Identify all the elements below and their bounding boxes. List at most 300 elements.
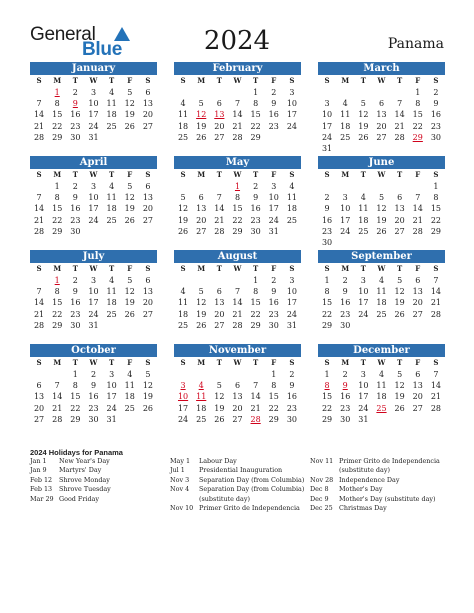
day-cell: 5 — [397, 276, 403, 285]
weekday-label: W — [233, 170, 242, 179]
day-cell: 29 — [412, 132, 423, 142]
day-cell: 20 — [196, 215, 207, 225]
week-row — [174, 215, 301, 226]
day-cell: 24 — [106, 403, 117, 413]
holiday-name: Presidential Inauguration — [199, 466, 283, 475]
day-cell: 10 — [286, 99, 297, 109]
weekday-label: S — [324, 170, 330, 179]
day-cell: 25 — [177, 320, 189, 330]
day-cell: 2 — [72, 88, 78, 97]
day-cell: 3 — [180, 381, 186, 391]
day-cell: 6 — [145, 276, 151, 285]
weekday-label: S — [289, 76, 295, 85]
holiday-date: Dec 9 — [310, 494, 329, 503]
day-cell: 2 — [271, 88, 277, 97]
day-cell: 27 — [376, 132, 387, 142]
empty-day-cell — [210, 369, 228, 380]
empty-day-cell — [139, 226, 157, 237]
day-cell: 15 — [250, 110, 261, 120]
day-cell: 8 — [54, 287, 60, 297]
day-cell: 2 — [90, 370, 97, 379]
day-cell: 8 — [54, 99, 60, 109]
weekday-label: T — [253, 358, 259, 367]
empty-day-cell — [48, 369, 66, 380]
day-cell: 17 — [340, 215, 351, 225]
day-cell: 13 — [142, 99, 153, 109]
day-cell: 30 — [321, 237, 333, 247]
day-cell: 18 — [106, 204, 117, 214]
day-cell: 24 — [88, 215, 99, 225]
empty-day-cell — [372, 237, 390, 248]
weekday-label: T — [72, 358, 78, 367]
holiday-name: Good Friday — [59, 494, 99, 503]
day-cell: 21 — [33, 215, 45, 225]
day-cell: 3 — [342, 193, 348, 203]
week-row — [174, 403, 301, 414]
day-cell: 14 — [52, 392, 63, 402]
day-cell: 15 — [250, 298, 261, 308]
empty-day-cell — [121, 132, 139, 143]
empty-day-cell — [139, 132, 157, 143]
day-cell: 19 — [358, 121, 369, 131]
day-cell: 17 — [106, 392, 117, 402]
day-cell: 17 — [268, 204, 279, 214]
empty-day-cell — [318, 181, 336, 192]
day-cell: 22 — [232, 215, 243, 225]
empty-day-cell — [427, 143, 445, 154]
weekday-label: M — [341, 264, 350, 273]
day-cell: 22 — [321, 309, 333, 319]
weekday-label: M — [53, 170, 62, 179]
week-row — [30, 380, 157, 391]
empty-day-cell — [391, 320, 409, 331]
empty-day-cell — [372, 414, 390, 425]
day-cell: 25 — [177, 132, 189, 142]
month-november — [174, 344, 301, 425]
weekday-label: F — [127, 170, 133, 179]
day-cell: 8 — [54, 193, 60, 203]
empty-day-cell — [210, 181, 228, 192]
day-cell: 11 — [177, 298, 189, 308]
week-row — [30, 391, 157, 402]
day-cell: 28 — [33, 132, 45, 142]
day-cell: 13 — [394, 204, 405, 214]
weekday-label: T — [109, 170, 115, 179]
day-cell: 30 — [340, 320, 351, 330]
day-cell: 31 — [88, 132, 99, 142]
day-cell: 18 — [124, 392, 135, 402]
month-header: March — [318, 62, 445, 75]
day-cell: 1 — [253, 88, 259, 97]
day-cell: 11 — [376, 287, 387, 297]
month-header: August — [174, 250, 301, 263]
day-cell: 14 — [250, 392, 261, 402]
day-cell: 7 — [234, 99, 241, 109]
day-cell: 31 — [268, 226, 279, 236]
day-cell: 5 — [198, 99, 204, 109]
day-cell: 4 — [109, 88, 115, 97]
day-cell: 28 — [394, 132, 405, 142]
day-cell: 1 — [433, 182, 439, 191]
day-cell: 13 — [412, 381, 423, 391]
day-cell: 1 — [324, 370, 330, 379]
day-cell: 19 — [214, 403, 225, 413]
empty-day-cell — [192, 275, 210, 286]
weekday-label: W — [233, 264, 242, 273]
day-cell: 23 — [268, 121, 279, 131]
day-cell: 13 — [142, 193, 153, 203]
day-cell: 17 — [321, 121, 333, 131]
day-cell: 17 — [88, 110, 99, 120]
holiday-date: May 1 — [170, 457, 191, 465]
day-cell: 10 — [88, 99, 99, 109]
day-cell: 5 — [180, 193, 186, 203]
holiday-date: Nov 11 — [310, 457, 334, 465]
holiday-date: Feb 13 — [30, 485, 53, 494]
day-cell: 18 — [106, 110, 117, 120]
week-row — [174, 414, 301, 425]
day-cell: 4 — [289, 182, 295, 191]
week-row — [318, 403, 445, 414]
day-cell: 21 — [33, 121, 45, 131]
day-cell: 16 — [88, 392, 99, 402]
week-row — [30, 403, 157, 414]
day-cell: 24 — [340, 226, 351, 236]
day-cell: 30 — [70, 226, 81, 236]
empty-day-cell — [354, 237, 372, 248]
day-cell: 6 — [216, 287, 222, 297]
day-cell: 9 — [433, 99, 439, 109]
day-cell: 19 — [124, 298, 135, 308]
holiday-name: New Year's Day — [59, 457, 110, 465]
weekday-label: W — [89, 358, 98, 367]
month-april — [30, 156, 157, 237]
weekday-label: T — [109, 76, 115, 85]
day-cell: 30 — [88, 414, 99, 424]
weekday-label: W — [377, 358, 386, 367]
day-cell: 1 — [415, 88, 421, 97]
day-cell: 23 — [340, 403, 351, 413]
empty-day-cell — [103, 226, 121, 237]
day-cell: 11 — [196, 392, 207, 402]
day-cell: 30 — [430, 132, 441, 142]
day-cell: 23 — [340, 309, 351, 319]
day-cell: 13 — [412, 287, 423, 297]
day-cell: 21 — [52, 403, 63, 413]
day-cell: 22 — [412, 121, 423, 131]
day-cell: 15 — [268, 392, 279, 402]
day-cell: 1 — [253, 276, 259, 285]
day-cell: 29 — [430, 226, 441, 236]
day-cell: 24 — [286, 309, 297, 319]
holiday-name: (substitute day) — [199, 494, 250, 503]
day-cell: 8 — [415, 99, 421, 109]
holiday-column — [30, 457, 111, 504]
weekday-label: S — [289, 170, 295, 179]
holiday-name: Shrove Monday — [59, 475, 110, 484]
day-cell: 6 — [145, 88, 151, 97]
weekday-header-row — [174, 357, 301, 369]
week-row — [30, 109, 157, 120]
day-cell: 14 — [214, 204, 225, 214]
day-cell: 28 — [52, 414, 63, 424]
day-cell: 3 — [289, 276, 295, 285]
empty-day-cell — [354, 320, 372, 331]
empty-day-cell — [427, 320, 445, 331]
weekday-header-row — [30, 357, 157, 369]
day-cell: 6 — [216, 99, 222, 109]
weekday-header-row — [318, 169, 445, 181]
day-cell: 22 — [268, 403, 279, 413]
week-row — [30, 369, 157, 380]
day-cell: 11 — [177, 110, 189, 120]
day-cell: 2 — [342, 370, 348, 379]
weekday-header-row — [174, 263, 301, 275]
month-header: October — [30, 344, 157, 357]
weekday-label: M — [197, 264, 206, 273]
day-cell: 24 — [268, 215, 279, 225]
day-cell: 29 — [52, 132, 63, 142]
day-cell: 13 — [214, 110, 225, 120]
weekday-label: F — [271, 170, 277, 179]
week-row — [174, 132, 301, 143]
weekday-label: W — [89, 170, 98, 179]
day-cell: 16 — [340, 298, 351, 308]
week-row — [174, 369, 301, 380]
day-cell: 17 — [358, 298, 369, 308]
day-cell: 6 — [36, 381, 42, 391]
day-cell: 1 — [54, 182, 60, 191]
day-cell: 2 — [324, 193, 330, 203]
day-cell: 9 — [342, 381, 348, 391]
weekday-label: W — [377, 264, 386, 273]
empty-day-cell — [139, 320, 157, 331]
day-cell: 28 — [412, 226, 423, 236]
holiday-name: Separation Day (from Columbia) — [199, 475, 305, 484]
weekday-label: S — [145, 358, 151, 367]
day-cell: 19 — [196, 121, 207, 131]
holiday-date: Mar 29 — [30, 494, 54, 503]
day-cell: 20 — [394, 215, 405, 225]
holiday-entry — [310, 476, 440, 485]
day-cell: 12 — [142, 381, 153, 391]
day-cell: 23 — [321, 226, 333, 236]
day-cell: 1 — [324, 276, 330, 285]
day-cell: 19 — [142, 392, 153, 402]
day-cell: 16 — [321, 215, 333, 225]
weekday-label: W — [233, 358, 242, 367]
day-cell: 6 — [198, 193, 204, 203]
weekday-label: S — [324, 76, 330, 85]
week-row — [318, 380, 445, 391]
month-header: September — [318, 250, 445, 263]
day-cell: 7 — [433, 370, 439, 379]
holiday-entry — [170, 504, 304, 513]
week-row — [174, 109, 301, 120]
day-cell: 4 — [378, 276, 385, 285]
week-row — [318, 320, 445, 331]
day-cell: 6 — [378, 99, 385, 109]
holiday-date: Dec 25 — [310, 503, 333, 512]
day-cell: 31 — [321, 143, 333, 153]
day-cell: 11 — [124, 381, 135, 391]
day-cell: 22 — [52, 309, 63, 319]
day-cell: 25 — [124, 403, 135, 413]
week-row — [318, 121, 445, 132]
week-row — [30, 226, 157, 237]
day-cell: 7 — [253, 381, 259, 391]
empty-day-cell — [84, 226, 102, 237]
day-cell: 16 — [340, 392, 351, 402]
day-cell: 8 — [253, 287, 259, 297]
empty-day-cell — [283, 226, 301, 237]
day-cell: 15 — [430, 204, 441, 214]
day-cell: 6 — [397, 193, 403, 203]
day-cell: 10 — [106, 381, 117, 391]
day-cell: 15 — [52, 298, 63, 308]
day-cell: 12 — [376, 204, 387, 214]
empty-day-cell — [336, 237, 354, 248]
holiday-name: Mother's Day — [339, 485, 383, 494]
day-cell: 12 — [124, 287, 135, 297]
day-cell: 17 — [286, 298, 297, 308]
week-row — [174, 391, 301, 402]
day-cell: 17 — [358, 392, 369, 402]
day-cell: 20 — [214, 121, 225, 131]
day-cell: 16 — [70, 204, 81, 214]
day-cell: 26 — [124, 215, 135, 225]
day-cell: 24 — [286, 121, 297, 131]
day-cell: 29 — [321, 414, 333, 424]
day-cell: 26 — [394, 403, 405, 413]
day-cell: 7 — [36, 287, 42, 297]
day-cell: 24 — [88, 121, 99, 131]
day-cell: 9 — [271, 287, 277, 297]
empty-day-cell — [336, 87, 354, 98]
logo-general-text: General — [30, 24, 96, 45]
weekday-label: F — [127, 264, 133, 273]
holiday-name: Independence Day — [339, 475, 400, 484]
week-row — [174, 98, 301, 109]
weekday-label: S — [180, 170, 186, 179]
day-cell: 18 — [177, 121, 189, 131]
day-cell: 31 — [106, 414, 117, 424]
day-cell: 9 — [324, 204, 330, 214]
day-cell: 7 — [234, 287, 241, 297]
empty-day-cell — [121, 226, 139, 237]
weekday-label: M — [341, 358, 350, 367]
holiday-entry — [30, 466, 111, 475]
day-cell: 5 — [360, 99, 366, 109]
day-cell: 25 — [376, 309, 387, 319]
day-cell: 15 — [321, 298, 333, 308]
holiday-date: Nov 28 — [310, 475, 334, 484]
day-cell: 12 — [394, 381, 405, 391]
empty-day-cell — [354, 181, 372, 192]
holiday-entry — [310, 504, 440, 513]
day-cell: 20 — [33, 403, 45, 413]
week-row — [318, 132, 445, 143]
day-cell: 8 — [324, 381, 330, 391]
day-cell: 2 — [342, 276, 348, 285]
weekday-label: T — [216, 76, 222, 85]
holiday-entry — [170, 476, 304, 485]
day-cell: 27 — [394, 226, 405, 236]
day-cell: 26 — [124, 121, 135, 131]
empty-day-cell — [30, 275, 48, 286]
day-cell: 25 — [376, 403, 387, 413]
day-cell: 14 — [232, 298, 243, 308]
empty-day-cell — [192, 181, 210, 192]
holiday-entry — [30, 457, 111, 466]
week-row — [174, 297, 301, 308]
month-header: November — [174, 344, 301, 357]
month-header: April — [30, 156, 157, 169]
month-header: January — [30, 62, 157, 75]
day-cell: 11 — [340, 110, 351, 120]
day-cell: 18 — [340, 121, 351, 131]
week-row — [30, 414, 157, 425]
weekday-label: W — [89, 76, 98, 85]
weekday-label: M — [53, 76, 62, 85]
weekday-label: T — [216, 358, 222, 367]
week-row — [174, 87, 301, 98]
holiday-entry — [170, 457, 304, 466]
empty-day-cell — [391, 237, 409, 248]
weekday-label: F — [415, 170, 421, 179]
weekday-label: F — [271, 76, 277, 85]
month-october — [30, 344, 157, 425]
weekday-label: T — [109, 264, 115, 273]
day-cell: 5 — [216, 381, 222, 391]
week-row — [174, 181, 301, 192]
day-cell: 13 — [232, 392, 243, 402]
day-cell: 5 — [127, 276, 133, 285]
day-cell: 25 — [358, 226, 369, 236]
day-cell: 1 — [72, 370, 78, 379]
empty-day-cell — [409, 181, 427, 192]
week-row — [318, 215, 445, 226]
week-row — [174, 320, 301, 331]
empty-day-cell — [228, 87, 246, 98]
weekday-label: T — [72, 264, 78, 273]
weekday-label: T — [109, 358, 115, 367]
day-cell: 29 — [250, 320, 261, 330]
week-row — [318, 309, 445, 320]
day-cell: 18 — [196, 403, 207, 413]
week-row — [30, 203, 157, 214]
day-cell: 12 — [214, 392, 225, 402]
day-cell: 7 — [397, 99, 403, 109]
day-cell: 31 — [286, 320, 297, 330]
weekday-label: S — [36, 264, 42, 273]
week-row — [174, 192, 301, 203]
empty-day-cell — [121, 320, 139, 331]
week-row — [318, 203, 445, 214]
week-row — [30, 192, 157, 203]
weekday-label: T — [360, 264, 366, 273]
weekday-header-row — [174, 75, 301, 87]
day-cell: 27 — [412, 309, 423, 319]
day-cell: 3 — [90, 88, 97, 97]
day-cell: 18 — [376, 392, 387, 402]
weekday-label: T — [360, 170, 366, 179]
weekday-label: S — [289, 358, 295, 367]
day-cell: 7 — [36, 99, 42, 109]
day-cell: 7 — [216, 193, 222, 203]
day-cell: 22 — [250, 121, 261, 131]
day-cell: 11 — [358, 204, 369, 214]
